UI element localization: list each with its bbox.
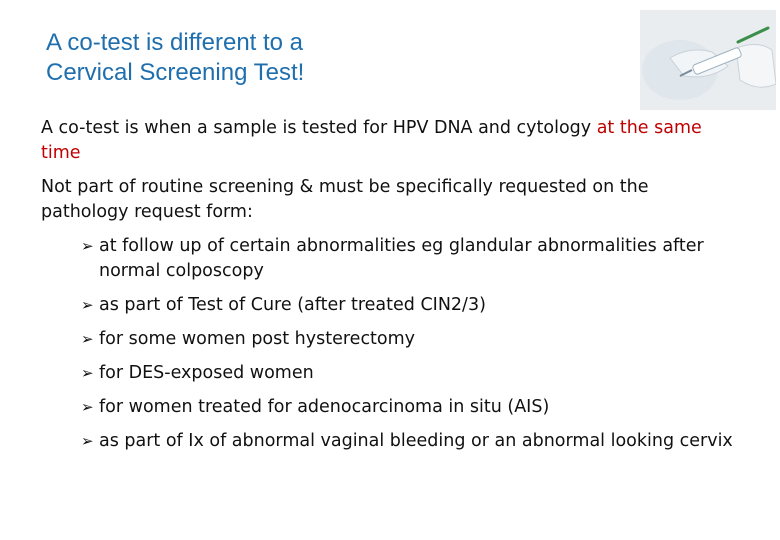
indication-item	[41, 293, 741, 318]
indication-text: as part of Test of Cure (after treated CIN2/3)	[99, 295, 486, 315]
co-test-definition	[41, 116, 741, 166]
indication-list	[41, 234, 741, 454]
indication-item	[41, 395, 741, 420]
definition-text: A co-test is when a sample is tested for HPV DNA and cytology	[41, 118, 597, 138]
gloved-hands-syringe-photo	[640, 10, 776, 110]
arrow-bullet-icon: ➢	[81, 364, 94, 382]
indication-text: for DES-exposed women	[99, 363, 314, 383]
arrow-bullet-icon: ➢	[81, 237, 94, 255]
title-line-1: A co-test is different to a	[46, 29, 304, 56]
arrow-bullet-icon: ➢	[81, 296, 94, 314]
indication-item	[41, 361, 741, 386]
indication-text: at follow up of certain abnormalities eg glandular abnormalities after normal colposcopy	[99, 236, 704, 281]
indication-text: for women treated for adenocarcinoma in situ (AIS)	[99, 397, 550, 417]
arrow-bullet-icon: ➢	[81, 398, 94, 416]
syringe-photo-illustration	[640, 10, 776, 110]
slide-title	[46, 28, 606, 88]
slide-body	[41, 116, 741, 463]
title-line-2: Cervical Screening Test!	[46, 59, 305, 86]
arrow-bullet-icon: ➢	[81, 432, 94, 450]
request-requirement: Not part of routine screening & must be specifically requested on the pathology request form:	[41, 177, 649, 222]
indication-text: for some women post hysterectomy	[99, 329, 416, 349]
indication-text: as part of Ix of abnormal vaginal bleeding or an abnormal looking cervix	[99, 431, 733, 451]
indication-item	[41, 327, 741, 352]
indication-item	[41, 429, 741, 454]
definition-highlight: at the same time	[41, 118, 702, 163]
indication-item	[41, 234, 741, 284]
arrow-bullet-icon: ➢	[81, 330, 94, 348]
